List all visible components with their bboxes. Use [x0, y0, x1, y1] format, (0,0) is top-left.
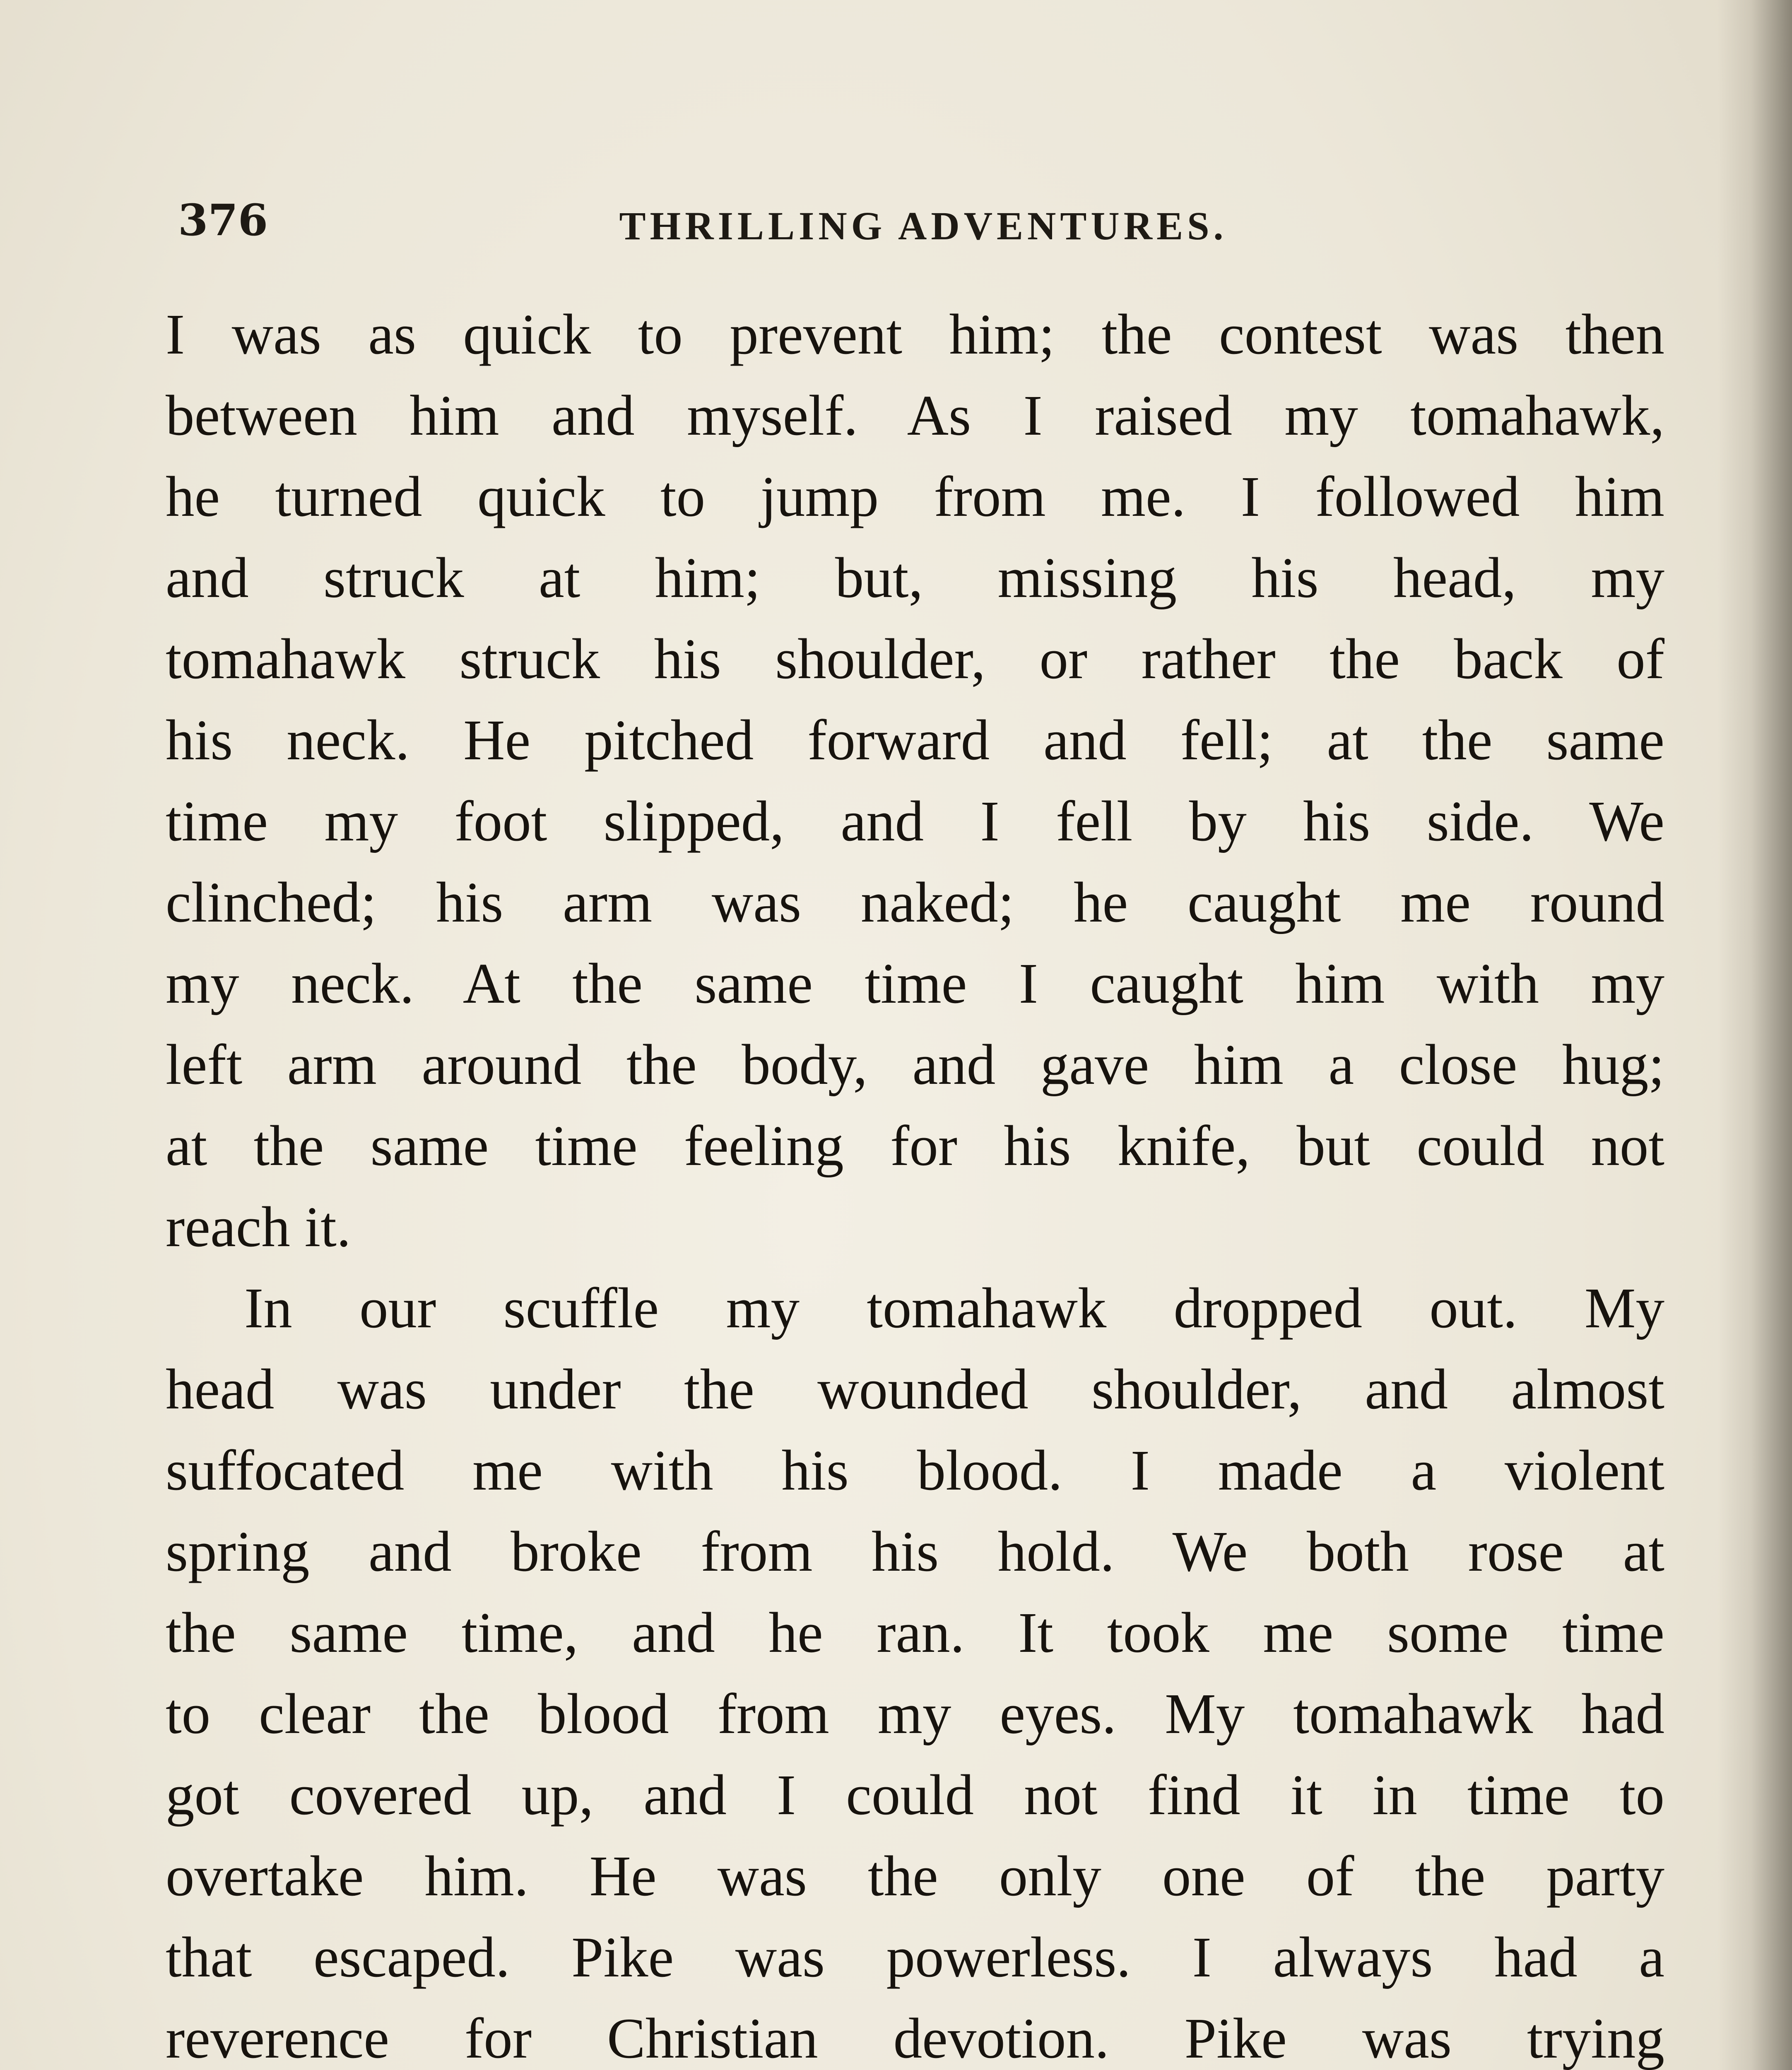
text-line: he turned quick to jump from me. I followed him [166, 465, 1664, 529]
text-line: my neck. At the same time I caught him with my [166, 952, 1664, 1016]
text-line: the same time, and he ran. It took me some time [166, 1601, 1664, 1665]
text-line: at the same time feeling for his knife, but could not [166, 1114, 1664, 1178]
text-line: reach it. [166, 1195, 351, 1259]
text-line: got covered up, and I could not find it in time to [166, 1763, 1664, 1827]
text-line: left arm around the body, and gave him a close hug; [166, 1033, 1664, 1097]
text-line: I was as quick to prevent him; the contest was then [166, 303, 1664, 366]
text-line: reverence for Christian devotion. Pike was trying [166, 2007, 1664, 2070]
text-line: and struck at him; but, missing his head, my [166, 546, 1664, 610]
running-head: THRILLING ADVENTURES. [619, 204, 1228, 248]
text-line: spring and broke from his hold. We both rose at [166, 1520, 1664, 1584]
paragraph [166, 1268, 1664, 2070]
text-line: head was under the wounded shoulder, and almost [166, 1358, 1664, 1421]
text-line: suffocated me with his blood. I made a violent [166, 1439, 1664, 1502]
body-text [166, 294, 1664, 2070]
text-line: clinched; his arm was naked; he caught me round [166, 871, 1664, 934]
paragraph [166, 294, 1664, 1268]
text-line: his neck. He pitched forward and fell; at the same [166, 708, 1664, 772]
text-line: between him and myself. As I raised my tomahawk, [166, 384, 1664, 448]
text-line: that escaped. Pike was powerless. I always had a [166, 1926, 1664, 1989]
page-header [178, 195, 1669, 253]
text-line: to clear the blood from my eyes. My tomahawk had [166, 1682, 1664, 1746]
text-line: tomahawk struck his shoulder, or rather the back of [166, 627, 1664, 691]
page-edge-shadow [1717, 0, 1792, 2070]
text-line: In our scuffle my tomahawk dropped out. My [244, 1276, 1664, 1340]
text-line: time my foot slipped, and I fell by his side. We [166, 789, 1664, 853]
text-line: overtake him. He was the only one of the party [166, 1844, 1664, 1908]
page-number: 376 [178, 195, 268, 246]
